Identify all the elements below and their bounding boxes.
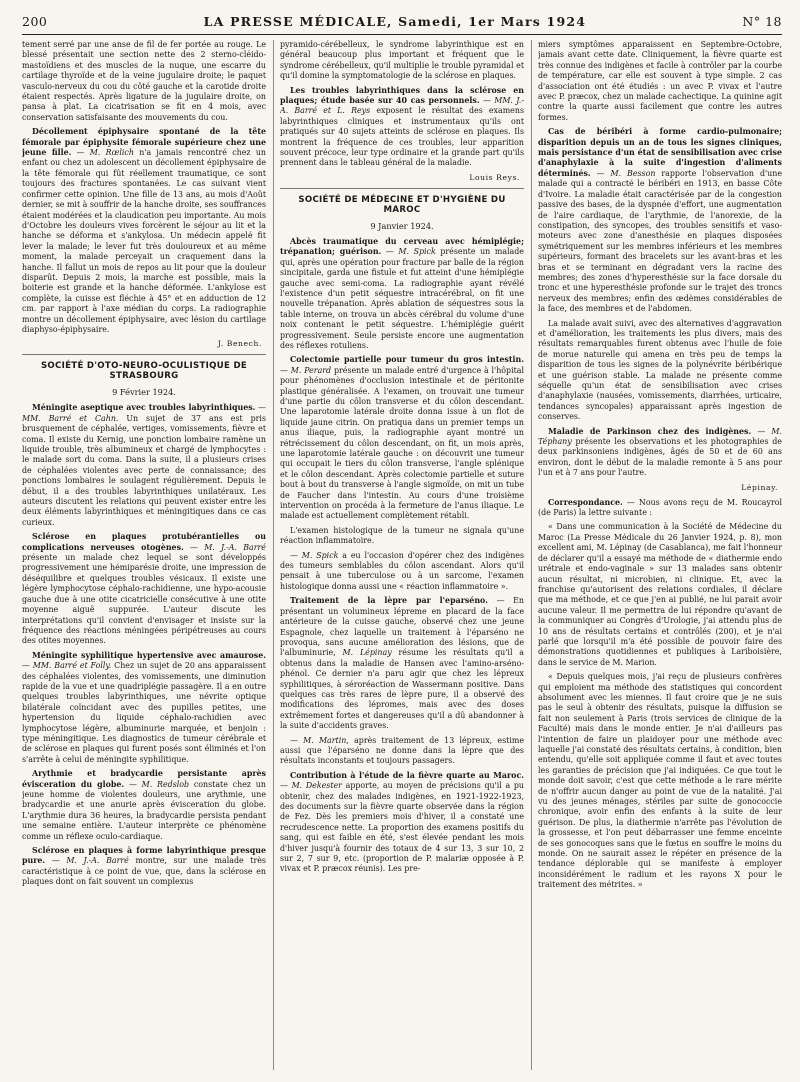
article-text: présente un malade entré d'urgence à l'hôpital pour phénomènes d'occlusion intestinale et de péritonite plastique généralisée. A l'examen, on trouvait une tumeur d'une partie du côlon transverse et du côlon descendant. Une laparotomie latérale droite donna issue à un flot de liquide jaune citrin. On pratiqua dans un premier temps un anus iliaque, puis, la radiographie ayant montré un rétrécissement du côlon descendant, on fit, un mois après, une laparotomie latérale gauche : on découvrit une tumeur qui occupait le tiers du côlon transverse, l'angle splénique et le côlon descendant. Après colectomie partielle et suture bout à bout du transverse à l'angle sigmoïde, on mit un tube de Faucher dans l'intestin. Au cours d'une troisième intervention on procéda à la fermeture de l'anus iliaque. Le malade est actuellement complètement rétabli. <box>280 365 524 521</box>
article-text: rapporte l'observation d'une malade qui a contracté le béribéri en 1913, en basse Côte d'Ivoire. La maladie était caractérisée par de la congestion passive des bases, de la dyspnée d'effort, une augmentation de l'aire cardiaque, de l'arythmie, de l'anorexie, de la constipation, des syncopes, des troubles sensitifs et vaso-moteurs avec zone d'anesthésie en plaques disposées symétriquement sur les membres inférieurs et les membres supérieurs, formant des bracelets sur les avant-bras et les bras et se terminant en dégradant vers la racine des membres; des zones d'hyperesthésie sur la face dorsale du tronc et une hyperesthésie profonde sur le trajet des troncs nerveux des membres; enfin des œdèmes considérables de la face, des membres et de l'abdomen. <box>538 168 782 314</box>
column-1 <box>22 40 266 1070</box>
article-text: Un sujet de 37 ans est pris brusquement de céphalée, vertiges, vomissements, fièvre et coma. Il existe du Kernig, une ponction lombaire ramène un liquide trouble, très albumineux et chargé de lymphocytes : le malade sort du coma. Dans la suite, il a plusieurs crises de céphalées violentes avec perte de connaissance; des ponctions lombaires le soulagent régulièrement. Depuis le début, il a des troubles labyrinthiques unilatéraux. Les auteurs discutent les relations qui peuvent exister entre les deux éléments labyrinthiques et méningitiques dans ce cas curieux. <box>22 413 266 527</box>
author: M. Spick <box>398 247 436 257</box>
article-heading: Méningite syphilitique hypertensive avec amaurose. <box>32 650 266 660</box>
article-text: — Nous avons reçu de M. Roucayrol (de Paris) la lettre suivante : <box>538 497 782 518</box>
author: M. Perard <box>290 365 332 375</box>
author: MM. Barré et Cahn. <box>22 413 119 423</box>
article-heading: Décollement épiphysaire spontané de la tête fémorale par épiphysite fémorale supérieure chez une jeune fille. <box>22 127 266 158</box>
author: MM. J.-A. Barré et L. Reys <box>280 96 524 116</box>
issue-number: N° 18 <box>742 14 782 29</box>
article: Méningite syphilitique hypertensive avec amaurose. — MM. Barré et Folly. Chez un sujet de 20 ans apparaissent des céphalées violentes, des vomissements, une diminution rapide de la vue et une quadriplégie passagère. Il a en outre quelques troubles labyrinthiques, une névrite optique bilatérale coïncidant avec des pupilles petites, une hypertension du liquide céphalo-rachidien avec lymphocytose légère, albuminurie marquée, et benjoin : type méningitique. Les diagnostics de tumeur cérébrale et de sclérose en plaques qui furent posés sont éliminés et l'on s'arrête à celui de méningite syphilitique. <box>22 650 266 764</box>
article: Contribution à l'étude de la fièvre quarte au Maroc. — M. Dekester apporte, au moyen de précisions qu'il a pu obtenir, chez des malades indigènes, en 1921-1922-1923, des documents sur la fièvre quarte observée dans la région de Fez. Dès les premiers mois d'hiver, il a constaté une recrudescence nette. La proportion des examens positifs du sang, qui est faible en été, s'est élevée pendant les mois d'hiver jusqu'à fournir des totaux de 4 sur 13, 3 sur 10, 2 sur 2, 7 sur 9, etc. (proportion de P. malariæ opposée à P. vivax et P. præcox réunis). Les pre- <box>280 770 524 874</box>
author: M. Besson <box>610 168 656 178</box>
author: M. Martin, <box>303 735 349 745</box>
article-heading: Maladie de Parkinson chez des indigènes. <box>548 426 752 436</box>
article: Abcès traumatique du cerveau avec hémiplégie; trépanation; guérison. — M. Spick présente un malade qui, après une opération pour fracture par balle de la région sincipitale, garda une fistule et fut atteint d'une hémiplégie gauche avec semi-coma. La radiographie ayant révélé l'existence d'un petit séquestre intracérébral, on fit une nouvelle trépanation. Après ablation de séquestres sous la table interne, on trouva un abcès cérébral du volume d'une noix contenant le petit séquestre. L'hémiplégie guérit progressivement. Seule persiste encore une augmentation des réflexes rotuliens. <box>280 236 524 350</box>
article: Arythmie et bradycardie persistante après évisceration du globe. — M. Redslob constate chez un jeune homme de violentes douleurs, une arythmie, une bradycardie et une anurie après évisceration du globe. L'arythmie dura 36 heures, la bradycardie persista pendant une semaine entière. L'auteur interprète ce phénomène comme un réflexe oculo-cardiaque. <box>22 769 266 841</box>
signature: J. Benech. <box>217 339 262 349</box>
section-title: SOCIÉTÉ DE MÉDECINE ET D'HYGIÈNE DU MAROC <box>280 188 524 215</box>
newspaper-page <box>22 14 782 1074</box>
section-title: SOCIÉTÉ D'OTO-NEURO-OCULISTIQUE DE STRASBOURG <box>22 354 266 381</box>
article-heading: Contribution à l'étude de la fièvre quarte au Maroc. <box>290 770 524 780</box>
article: Colectomie partielle pour tumeur du gros intestin. — M. Perard présente un malade entré d'urgence à l'hôpital pour phénomènes d'occlusion intestinale et de péritonite plastique généralisée. A l'examen, on trouvait une tumeur d'une partie du côlon transverse et du côlon descendant. Une laparotomie latérale droite donna issue à un flot de liquide jaune citrin. On pratiqua dans un premier temps un anus iliaque, puis, la radiographie ayant montré un rétrécissement du côlon descendant, on fit, un mois après, une laparotomie latérale gauche : on découvrit une tumeur qui occupait le tiers du côlon transverse, l'angle splénique et le côlon descendant. Après colectomie partielle et suture bout à bout du transverse à l'angle sigmoïde, on mit un tube de Faucher dans l'intestin. Au cours d'une troisième intervention on procéda à la fermeture de l'anus iliaque. Le malade est actuellement complètement rétabli. <box>280 355 524 521</box>
article-text: n'a jamais rencontré chez un enfant ou chez un adolescent un décollement épiphysaire de la tête fémorale qui fût réellement traumatique, ce sont toujours des fractures spontanées. Le cas suivant vient confirmer cette opinion. Une fille de 13 ans, au mois d'Août dernier, se mit à souffrir de la hanche droite, ses souffrances étaient modérées et la claudication peu importante. Au mois d'Octobre les douleurs vives forcèrent le séjour au lit et la hanche se déforma et s'ankylosa. Un médecin appelé fit lever la malade; le lever fut très douloureux et au même moment, la malade perceyait un craquement dans la hanche. Il fallut un mois de repos au lit pour que la douleur disparût. Depuis 2 mois, la marche est possible, mais la boiterie est grande et la hanche déformée. L'ankylose est complète, la cuisse est fléchie à 45° et en adduction de 12 cm. par rapport à l'axe médian du corps. La radiographie montre un décollement épiphysaire, avec lésion du cartilage diaphyso-épiphysaire. <box>22 148 266 334</box>
article-text: constate chez un jeune homme de violentes douleurs, une arythmie, une bradycardie et une anurie après évisceration du globe. L'arythmie dura 36 heures, la bradycardie persista pendant une semaine entière. L'auteur interprète ce phénomène comme un réflexe oculo-cardiaque. <box>22 779 266 841</box>
author: M. J.-A. Barré <box>204 542 266 552</box>
author: M. Spick <box>301 550 339 560</box>
article-heading: Arythmie et bradycardie persistante après évisceration du globe. <box>22 769 266 789</box>
author: M. Lépinay <box>342 648 392 658</box>
column-3 <box>538 40 782 1070</box>
article: Les troubles labyrinthiques dans la sclérose en plaques; étude basée sur 40 cas personnels. — MM. J.-A. Barré et L. Reys exposent le résultat des examens labyrinthiques cliniques et instrumentaux qu'ils ont pratiqués sur 40 sujets atteints de sclérose en plaques. Ils montrent la fréquence de ces troubles, leur apparition souvent précoce, leur type ordinaire et la grande part qu'ils prennent dans le tableau général de la maladie. <box>280 85 524 168</box>
article: Méningite aseptique avec troubles labyrinthiques. — MM. Barré et Cahn. Un sujet de 37 ans est pris brusquement de céphalée, vertiges, vomissements, fièvre et coma. Il existe du Kernig, une ponction lombaire ramène un liquide trouble, très albumineux et chargé de lymphocytes : le malade sort du coma. Dans la suite, il a plusieurs crises de céphalées violentes avec perte de connaissance; des ponctions lombaires le soulagent régulièrement. Depuis le début, il a des troubles labyrinthiques unilatéraux. Les auteurs discutent les relations qui peuvent exister entre les deux éléments labyrinthiques et méningitiques dans ce cas curieux. <box>22 403 266 527</box>
article: Sclérose en plaques à forme labyrinthique presque pure. — M. J.-A. Barré montre, sur une malade très caractéristique à ce point de vue, que, dans la sclérose en plaques dont on fait souvent un complexus <box>22 846 266 887</box>
article-heading: Sclérose en plaques à forme labyrinthique presque pure. <box>22 846 266 866</box>
article: Sclérose en plaques protubérantielles ou complications nerveuses otogènes. — M. J.-A. Barré présente un malade chez lequel se sont développés progressivement une hémiparésie droite, une impression de déséquilibre et quelques troubles vésicaux. Il existe une légère lymphocytose céphalo-rachidienne, une hypo-acousie gauche due à une otite cicatricielle consécutive à une otite moyenne aiguë suppurée. L'auteur discute les interprétations qu'il convient d'envisager et insiste sur la fréquence des réactions méningées péripétreuses au cours des otites moyennes. <box>22 532 266 646</box>
article <box>280 596 524 731</box>
author: MM. Barré et Folly. <box>32 661 112 671</box>
article: Cas de béribéri à forme cardio-pulmonaire; disparition depuis un an de tous les signes cliniques, mais persistance d'un état de sensibilisation avec crise d'anaphylaxie à la suite d'ingestion d'aliments déterminés. — M. Besson rapporte l'observation d'une malade qui a contracté le béribéri en 1913, en basse Côte d'Ivoire. La maladie était caractérisée par de la congestion passive des bases, de la dyspnée d'effort, une augmentation de l'aire cardiaque, de l'arythmie, de l'anorexie, de la constipation, des syncopes, des troubles sensitifs et vaso-moteurs avec zone d'anesthésie en plaques disposées symétriquement sur les membres inférieurs et les membres supérieurs, formant des bracelets sur les avant-bras et les bras et se terminant en dégradant vers la racine des membres; des zones d'hyperesthésie sur la face dorsale du tronc et une hyperesthésie profonde sur le trajet des troncs nerveux des membres; enfin des œdèmes considérables de la face, des membres et de l'abdomen. <box>538 127 782 314</box>
column-rule <box>531 40 532 1070</box>
article-heading: Colectomie partielle pour tumeur du gros intestin. <box>290 355 524 365</box>
article-text: a eu l'occasion d'opérer chez des indigènes des tumeurs semblables du côlon ascendant. Alors qu'il pensait à une tuberculose ou à un sarcome, l'examen histologique donna aussi une « réaction inflammatoire ». <box>280 550 524 591</box>
page-header <box>22 14 782 35</box>
article: Maladie de Parkinson chez des indigènes. — M. Téphany présente les observations et les photographies de deux parkinsoniens indigènes, âgés de 50 et de 60 ans environ, dont le début de la maladie remonte à 5 ans pour l'un et à 7 ans pour l'autre. <box>538 426 782 478</box>
article-text: présente les observations et les photographies de deux parkinsoniens indigènes, âgés de 50 et de 60 ans environ, dont le début de la maladie remonte à 5 ans pour l'un et à 7 ans pour l'autre. <box>538 437 782 478</box>
journal-title: LA PRESSE MÉDICALE, Samedi, 1er Mars 1924 <box>203 14 587 29</box>
signature: Lépinay. <box>741 482 778 492</box>
author: M. Dekester <box>291 781 342 791</box>
article: — M. Spick a eu l'occasion d'opérer chez des indigènes des tumeurs semblables du côlon ascendant. Alors qu'il pensait à une tuberculose ou à un sarcome, l'examen histologique donna aussi une « réaction inflammatoire ». <box>280 550 524 591</box>
article-text: montre, sur une malade très caractéristique à ce point de vue, que, dans la sclérose en plaques dont on fait souvent un complexus <box>22 856 266 887</box>
column-rule <box>273 40 274 1070</box>
article-text: présente un malade qui, après une opération pour fracture par balle de la région sincipitale, garda une fistule et fut atteint d'une hémiplégie gauche avec semi-coma. La radiographie ayant révélé l'existence d'un petit séquestre intracérébral, on fit une nouvelle trépanation. Après ablation de séquestres sous la table interne, on trouva un abcès cérébral du volume d'une noix contenant le petit séquestre. L'hémiplégie guérit progressivement. Seule persiste encore une augmentation des réflexes rotuliens. <box>280 247 524 350</box>
article-heading: Cas de béribéri à forme cardio-pulmonaire; disparition depuis un an de tous les signes cliniques, mais persistance d'un état de sensibilisation avec crise d'anaphylaxie à la suite d'ingestion d'aliments déterminés. <box>538 127 782 178</box>
paragraph: pyramido-cérébelleux, le syndrome labyrinthique est en général beaucoup plus important et fréquent que le syndrome cérébelleux, qu'il multiplie le trouble pyramidal et qu'il domine la symptomatologie de la sclérose en plaques. <box>280 40 524 81</box>
columns <box>22 40 782 1070</box>
paragraph: L'examen histologique de la tumeur ne signala qu'une réaction inflammatoire. <box>280 525 524 546</box>
section-date: 9 Janvier 1924. <box>370 220 434 231</box>
article-text: exposent le résultat des examens labyrinthiques cliniques et instrumentaux qu'ils ont pratiqués sur 40 sujets atteints de sclérose en plaques. Ils montrent la fréquence de ces troubles, leur apparition souvent précoce, leur type ordinaire et la grande part qu'ils prennent dans le tableau général de la maladie. <box>280 106 524 168</box>
author: M. Rœlich <box>89 148 134 158</box>
article-text: — En présentant un volumineux lépreme en placard de la face antérieure de la cuisse gauche, observé chez une jeune Espagnole, chez laquelle un traitement à l'éparséno ne provoqua, sans aucune amélioration des lésions, que de l'albuminurie, <box>280 596 524 658</box>
article: Décollement épiphysaire spontané de la tête fémorale par épiphysite fémorale supérieure chez une jeune fille. — M. Rœlich n'a jamais rencontré chez un enfant ou chez un adolescent un décollement épiphysaire de la tête fémorale qui fût réellement traumatique, ce sont toujours des fractures spontanées. Le cas suivant vient confirmer cette opinion. Une fille de 13 ans, au mois d'Août dernier, se mit à souffrir de la hanche droite, ses souffrances étaient modérées et la claudication peu importante. Au mois d'Octobre les douleurs vives forcèrent le séjour au lit et la hanche se déforma et s'ankylosa. Un médecin appelé fit lever la malade; le lever fut très douloureux et au même moment, la malade perceyait un craquement dans la hanche. Il fallut un mois de repos au lit pour que la douleur disparût. Depuis 2 mois, la marche est possible, mais la boiterie est grande et la hanche déformée. L'ankylose est complète, la cuisse est fléchie à 45° et en adduction de 12 cm. par rapport à l'axe médian du corps. La radiographie montre un décollement épiphysaire, avec lésion du cartilage diaphyso-épiphysaire. <box>22 127 266 334</box>
section-date: 9 Février 1924. <box>112 387 176 398</box>
article-text: apporte, au moyen de précisions qu'il a pu obtenir, chez des malades indigènes, en 1921-1922-1923, des documents sur la fièvre quarte observée dans la région de Fez. Dès les premiers mois d'hiver, il a constaté une recrudescence nette. La proportion des examens positifs du sang, qui est faible en été, s'est élevée pendant les mois d'hiver jusqu'à fournir des totaux de 4 sur 13, 3 sur 10, 2 sur 2, 7 sur 9, etc. (proportion de P. malariæ opposée à P. vivax et P. præcox réunis). Les pre- <box>280 781 524 874</box>
paragraph: « Depuis quelques mois, j'ai reçu de plusieurs confrères qui emploient ma méthode des statistiques qui concordent absolument avec les miennes. Il faut croire que je ne suis pas le seul à obtenir des résultats, puisque la diffusion se fait non seulement à Paris (trois services de clinique de la Faculté) mais dans le monde entier. Je n'ai d'ailleurs pas l'intention de faire un plaidoyer pour une méthode avec laquelle j'ai constaté des résultats certains, à condition, bien entendu, qu'elle soit appliquée comme il faut et avec toutes les garanties de précision que j'ai indiquées. Ce que tout le monde doit savoir, c'est que cette méthode a le rare mérite de n'offrir aucun danger au point de vue de la natalité. J'ai vu des jeunes ménages, stériles par suite de gonococcie chronique, avoir enfin des enfants à la suite de leur guérison. De plus, la diathermie n'arrête pas l'évolution de la grossesse, et l'on peut débarrasser une femme enceinte de ses gonocoques sans que le fœtus en souffre le moins du monde. On ne saurait assez le répéter en présence de la tendance déplorable qui se manifeste à employer inconsidérément le radium et les rayons X pour le traitement des métrites. » <box>538 672 782 890</box>
paragraph: « Dans une communication à la Société de Médecine du Maroc (La Presse Médicale du 26 Janvier 1924, p. 8), mon excellent ami, M. Lépinay (de Casablanca), me fait l'honneur de déclarer qu'il a essayé ma méthode de « diathermie endo urétrale et endo-vaginale » sur 13 malades sans obtenir aucun résultat, ni microbien, ni clinique. Et, avec la franchise qu'autorisent des relations cordiales, il déclare que ma méthode, et ce que j'en ai publié, ne lui parait avoir aucune valeur. Il me permettra de lui répondre qu'avant de la communiquer au Congrès d'Urologie, j'ai attendu plus de 10 ans de résultats certains et contrôlés (200), et je n'ai parlé que lorsqu'il m'a été possible de pouvoir faire des démonstrations quotidiennes et publiques à Lariboisière, dans le service de M. Marion. <box>538 522 782 667</box>
column-2 <box>280 40 524 1070</box>
article: — M. Martin, après traitement de 13 lépreux, estime aussi que l'éparséno ne donne dans la lèpre que des résultats inconstants et toujours passagers. <box>280 735 524 766</box>
article-text: Chez un sujet de 20 ans apparaissent des céphalées violentes, des vomissements, une diminution rapide de la vue et une quadriplégie passagère. Il a en outre quelques troubles labyrinthiques, une névrite optique bilatérale coïncidant avec des pupilles petites, une hypertension du liquide céphalo-rachidien avec lymphocytose légère, albuminurie marquée, et benjoin : type méningitique. Les diagnostics de tumeur cérébrale et de sclérose en plaques qui furent posés sont éliminés et l'on s'arrête à celui de méningite syphilitique. <box>22 661 266 764</box>
author: M. Redslob <box>141 779 190 789</box>
signature: Louis Reys. <box>469 172 520 182</box>
article-text: après traitement de 13 lépreux, estime aussi que l'éparséno ne donne dans la lèpre que des résultats inconstants et toujours passagers. <box>280 735 524 766</box>
article-heading: Les troubles labyrinthiques dans la sclérose en plaques; étude basée sur 40 cas personnels. <box>280 85 524 106</box>
paragraph: tement serré par une anse de fil de fer portée au rouge. Le blessé présentait une section nette des 2 sterno-cléido-mastoïdiens et des muscles de la nuque, une escarre du cartilage thyroïde et de la veine jugulaire droite; le paquet vasculo-nerveux du cou du côté gauche et la carotide droite étaient respectés. Après ligature de la jugulaire droite, on pansa à plat. La cicatrisation se fit en 4 mois, avec conservation satisfaisante des mouvements du cou. <box>22 40 266 122</box>
paragraph: miers symptômes apparaissent en Septembre-Octobre, jamais avant cette date. Cliniquement, la fièvre quarte est très connue des indigènes et facile à contrôler par la courbe de température, car elle est souvent à type simple. 2 cas d'association ont été étudiés : un avec P. vivax et l'autre avec P. præcox, chez un malade cachectique. La quinine agit contre la quarte aussi facilement que contre les autres formes. <box>538 40 782 122</box>
article-heading: Correspondance. <box>548 497 623 507</box>
article-text: présente un malade chez lequel se sont développés progressivement une hémiparésie droite, une impression de déséquilibre et quelques troubles vésicaux. Il existe une légère lymphocytose céphalo-rachidienne, une hypo-acousie gauche due à une otite cicatricielle consécutive à une otite moyenne aiguë suppurée. L'auteur discute les interprétations qu'il convient d'envisager et insiste sur la fréquence des réactions méningées péripétreuses au cours des otites moyennes. <box>22 553 266 646</box>
article <box>538 498 782 519</box>
article-heading: Méningite aseptique avec troubles labyrinthiques. <box>32 403 256 413</box>
article-heading: Traitement de la lèpre par l'eparséno. <box>290 596 488 606</box>
article-text: résume les résultats qu'il a obtenus dans la maladie de Hansen avec l'amino-arséno-phénol. Ce dernier n'a paru agir que chez les lépreux syphilitiques, à séroréaction de Wassermann positive. Dans quelques cas très rares de lèpre pure, il a observé des modifications des lépromes, mais avec des doses extrêmement fortes et dangereuses qu'il a dû abandonner à la suite d'accidents graves. <box>280 648 524 731</box>
author: M. J.-A. Barré <box>66 856 129 866</box>
article-heading: Abcès traumatique du cerveau avec hémiplégie; trépanation; guérison. <box>280 236 524 257</box>
article-heading: Sclérose en plaques protubérantielles ou complications nerveuses otogènes. <box>22 532 266 552</box>
paragraph: La malade avait suivi, avec des alternatives d'aggravation et d'amélioration, les traitements les plus divers, mais des résultats remarquables furent obtenus avec l'huile de foie de morue naturelle qui amena en très peu de temps la disparition de tous les signes de la polynévrite béribérique et une guérison stable. La malade ne présente comme séquelle qu'un état de sensibilisation avec crises d'anaphylaxie (nausées, vomissements, diarrhées, urticaire, tendances syncopales) apparaissant après ingestion de conserves. <box>538 318 782 422</box>
page-number: 200 <box>22 14 48 29</box>
author: M. Téphany <box>538 426 782 447</box>
